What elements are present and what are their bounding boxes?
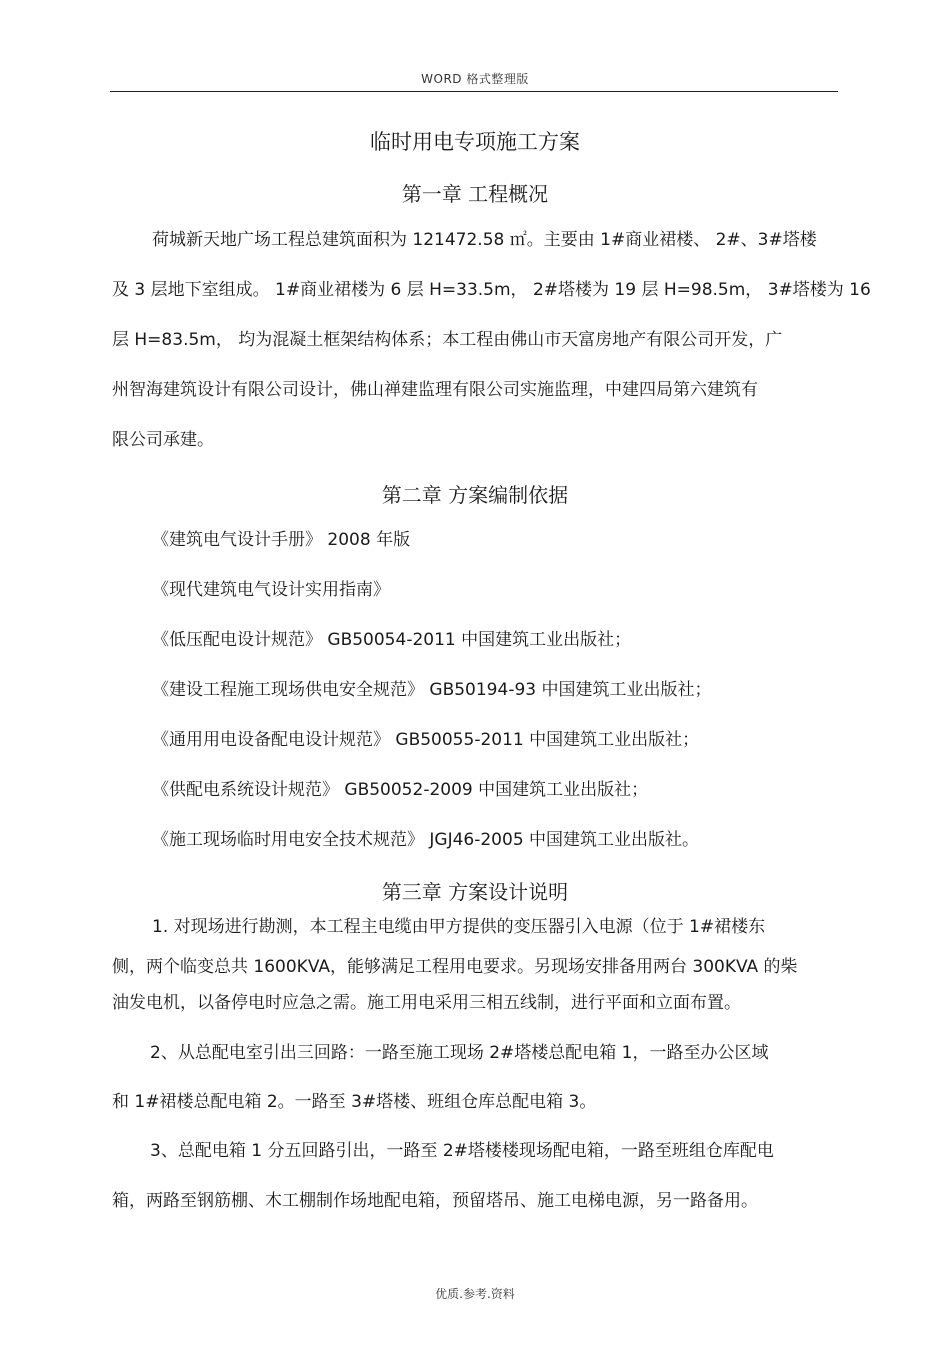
reference-item: 《通用用电设备配电设计规范》 GB50055-2011 中国建筑工业出版社； [152, 730, 700, 750]
chapter-1-line: 及 3 层地下室组成。 1#商业裙楼为 6 层 H=33.5m， 2#塔楼为 19 层 H=98.5m， 3#塔楼为 16 [112, 280, 871, 300]
page-header: WORD 格式整理版 [421, 72, 529, 86]
page-footer: 优质.参考.资料 [435, 1287, 515, 1301]
chapter-3-line: 油发电机，以备停电时应急之需。施工用电采用三相五线制，进行平面和立面布置。 [112, 993, 741, 1013]
chapter-3-line: 箱，两路至钢筋棚、木工棚制作场地配电箱，预留塔吊、施工电梯电源，另一路备用。 [112, 1191, 758, 1211]
chapter-3-heading: 第三章 方案设计说明 [381, 880, 569, 904]
chapter-3-line: 侧，两个临变总共 1600KVA，能够满足工程用电要求。另现场安排备用两台 300KVA 的柴 [112, 957, 798, 977]
reference-item: 《现代建筑电气设计实用指南》 [152, 580, 390, 600]
reference-item: 《建筑电气设计手册》 2008 年版 [152, 530, 411, 550]
header-divider [110, 91, 838, 92]
chapter-1-line: 荷城新天地广场工程总建筑面积为 121472.58 ㎡。主要由 1#商业裙楼、 2#、3#塔楼 [152, 230, 817, 250]
chapter-1-line: 州智海建筑设计有限公司设计，佛山禅建监理有限公司实施监理，中建四局第六建筑有 [112, 380, 758, 400]
chapter-3-line: 1. 对现场进行勘测，本工程主电缆由甲方提供的变压器引入电源（位于 1#裙楼东 [152, 917, 766, 937]
reference-item: 《低压配电设计规范》 GB50054-2011 中国建筑工业出版社； [152, 630, 632, 650]
reference-item: 《供配电系统设计规范》 GB50052-2009 中国建筑工业出版社； [152, 780, 649, 800]
chapter-3-line: 和 1#裙楼总配电箱 2。一路至 3#塔楼、班组仓库总配电箱 3。 [112, 1092, 597, 1112]
chapter-1-line: 层 H=83.5m， 均为混凝土框架结构体系；本工程由佛山市天富房地产有限公司开发，广 [112, 330, 783, 350]
chapter-2-heading: 第二章 方案编制依据 [381, 483, 569, 507]
chapter-1-heading: 第一章 工程概况 [401, 182, 549, 206]
reference-item: 《建设工程施工现场供电安全规范》 GB50194-93 中国建筑工业出版社； [152, 680, 712, 700]
chapter-1-line: 限公司承建。 [112, 430, 214, 450]
document-title: 临时用电专项施工方案 [370, 130, 580, 154]
reference-item: 《施工现场临时用电安全技术规范》 JGJ46-2005 中国建筑工业出版社。 [152, 830, 700, 850]
chapter-3-line: 2、从总配电室引出三回路：一路至施工现场 2#塔楼总配电箱 1，一路至办公区域 [150, 1043, 769, 1063]
chapter-3-line: 3、总配电箱 1 分五回路引出，一路至 2#塔楼楼现场配电箱，一路至班组仓库配电 [150, 1141, 774, 1161]
